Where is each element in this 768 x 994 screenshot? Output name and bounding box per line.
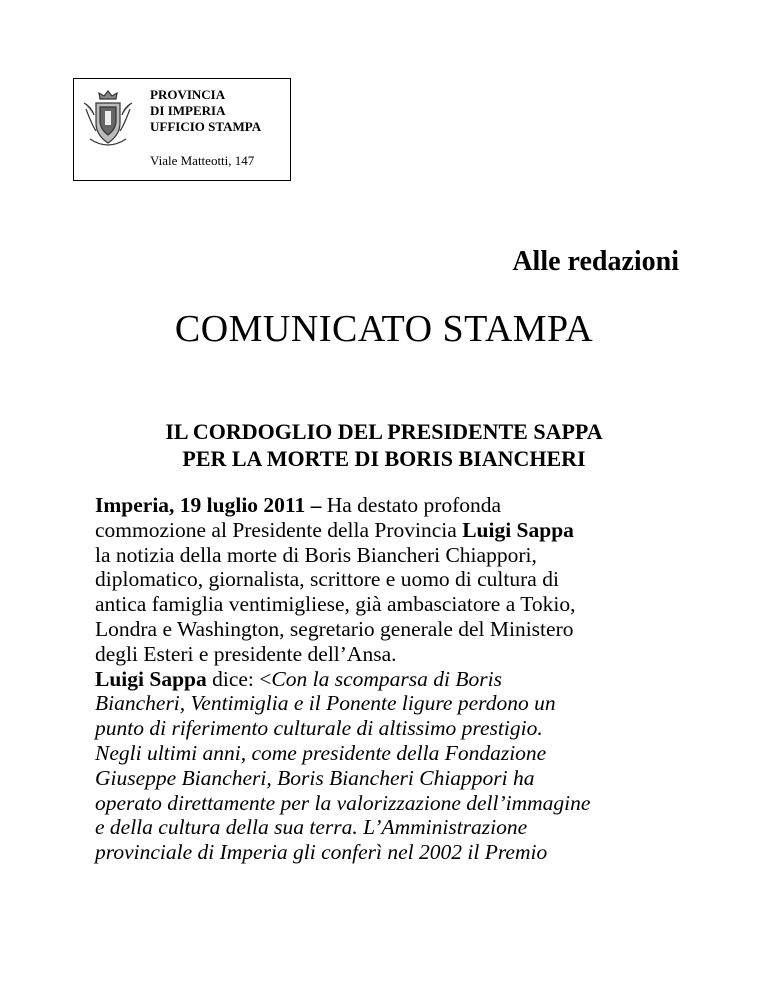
body-line: la notizia della morte di Boris Biancheri Chiappori, [95,542,537,567]
letterhead-address: Viale Matteotti, 147 [150,153,255,168]
headline [0,418,768,472]
quote-line [95,716,695,741]
body-paragraph [95,493,695,865]
body-line [95,518,695,543]
body-line [95,667,695,692]
body-line: diplomatico, giornalista, scrittore e uomo di cultura di [95,567,559,592]
body-line: antica famiglia ventimigliese, già ambasciatore a Tokio, [95,592,576,617]
body-text-span: dice: < [206,666,272,691]
dateline: Imperia, 19 luglio 2011 – [95,493,322,517]
quote-line [95,840,695,865]
quote-text: e della cultura della sua terra. L’Amministrazione [95,815,528,840]
quote-text: Giuseppe Biancheri, Boris Biancheri Chiappori ha [95,765,535,790]
president-name: Luigi Sappa [462,517,574,542]
quote-text: punto di riferimento culturale di altissimo prestigio. [95,716,543,741]
body-text-span: Ha destato profonda [321,493,502,517]
quote-text: Con la scomparsa di Boris [271,666,502,691]
body-line: Londra e Washington, segretario generale del Ministero [95,616,574,641]
letterhead-title [150,87,261,135]
quote-text: provinciale di Imperia gli conferì nel 2002 il Premio [95,840,548,865]
quote-text: operato direttamente per la valorizzazione dell’immagine [95,790,591,815]
quote-line [95,766,695,791]
letterhead-line-provincia: PROVINCIA [150,87,226,102]
quote-text: Negli ultimi anni, come presidente della Fondazione [95,740,547,765]
quote-line [95,741,695,766]
body-text-span: commozione al Presidente della Provincia [95,517,463,542]
recipients-label: Alle redazioni [512,246,679,277]
quote-line [95,691,695,716]
letterhead-box [73,78,291,181]
letterhead-line-ufficio: UFFICIO STAMPA [150,119,262,134]
quote-line [95,791,695,816]
headline-line-1: IL CORDOGLIO DEL PRESIDENTE SAPPA [165,419,603,444]
quote-speaker: Luigi Sappa [95,666,207,691]
body-line [95,493,695,518]
quote-text: Biancheri, Ventimiglia e il Ponente ligure perdono un [95,691,556,716]
letterhead-line-imperia: DI IMPERIA [150,103,226,118]
headline-line-2: PER LA MORTE DI BORIS BIANCHERI [182,446,586,471]
coat-of-arms-icon [82,89,134,149]
document-title: COMUNICATO STAMPA [174,308,594,350]
quote-line [95,815,695,840]
body-line: degli Esteri e presidente dell’Ansa. [95,641,397,666]
